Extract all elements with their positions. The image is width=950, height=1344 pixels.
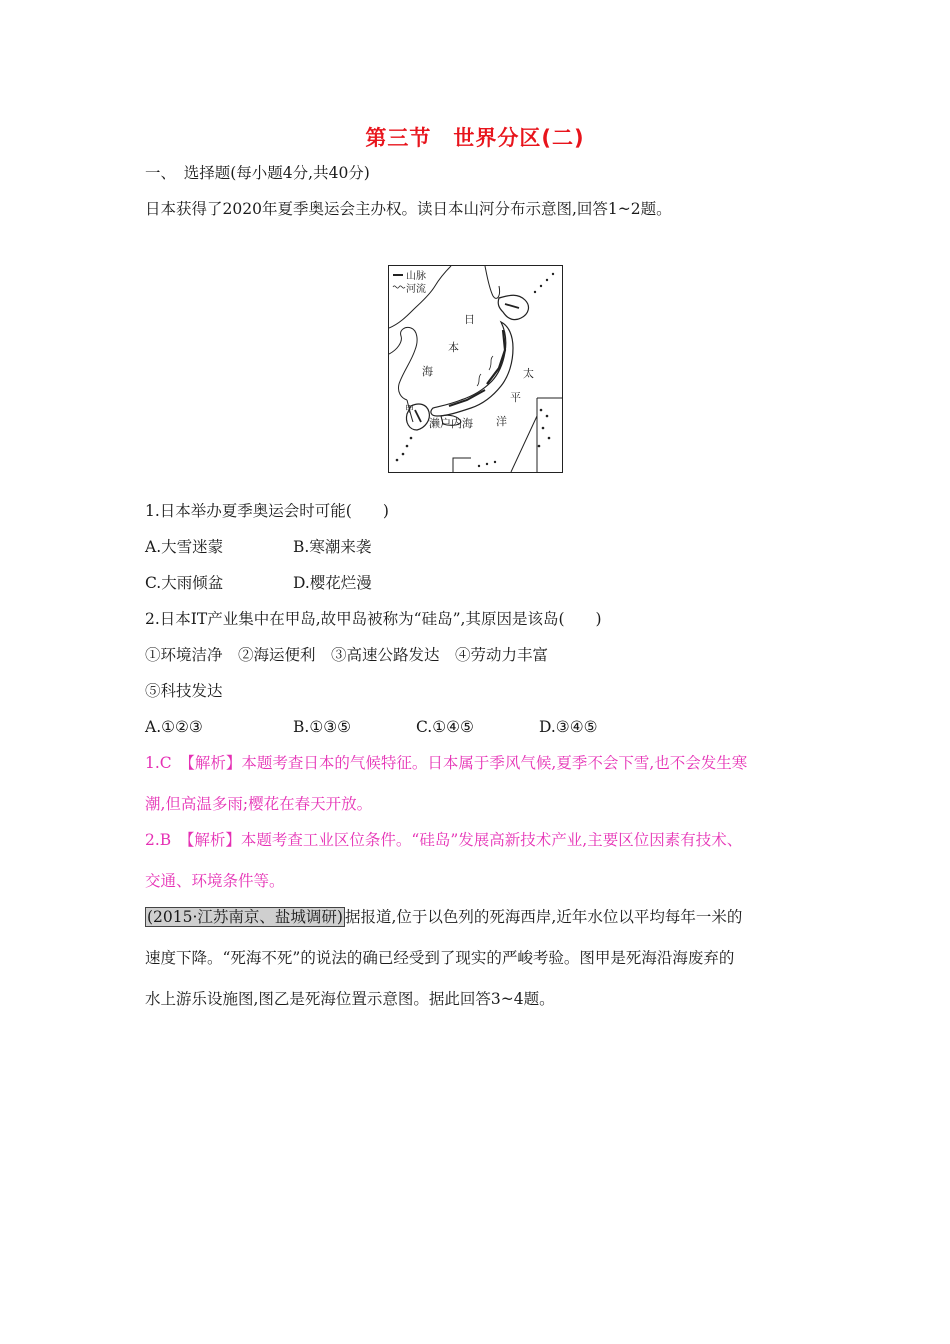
page-title: 第三节 世界分区(二) <box>365 126 585 150</box>
intro-dead-sea-line-3: 水上游乐设施图,图乙是死海位置示意图。据此回答3~4题。 <box>145 990 555 1008</box>
intro-japan: 日本获得了2020年夏季奥运会主办权。读日本山河分布示意图,回答1~2题。 <box>145 200 672 218</box>
question-1-options-row-1 <box>145 537 371 557</box>
map-label-tai: 太 <box>523 367 534 380</box>
intro-dead-sea-line-2: 速度下降。“死海不死”的说法的确已经受到了现实的严峻考验。图甲是死海沿海废弃的 <box>145 949 735 967</box>
section-heading: 一、 选择题(每小题4分,共40分) <box>145 164 370 182</box>
question-2-option-a: A.①②③ <box>145 718 203 736</box>
question-2-choices-line-1: ①环境洁净 ②海运便利 ③高速公路发达 ④劳动力丰富 <box>145 646 549 664</box>
japan-map-drawing <box>389 266 562 472</box>
answer-1-line-1: 1.C 【解析】本题考查日本的气候特征。日本属于季风气候,夏季不会下雪,也不会发生寒 <box>145 754 748 772</box>
map-label-inland-sea: 濑户内海 <box>429 417 473 430</box>
question-1-stem: 1.日本举办夏季奥运会时可能( ) <box>145 502 389 520</box>
source-tag: (2015·江苏南京、盐城调研) <box>147 908 343 926</box>
map-label-jia: 甲 <box>405 405 415 415</box>
answer-1-line-2: 潮,但高温多雨;樱花在春天开放。 <box>145 795 373 813</box>
answer-2-line-1: 2.B 【解析】本题考查工业区位条件。“硅岛”发展高新技术产业,主要区位因素有技术、 <box>145 831 743 849</box>
answer-2-line-2: 交通、环境条件等。 <box>145 872 285 890</box>
legend-river: 河流 <box>406 284 426 295</box>
question-1-option-d: D.樱花烂漫 <box>293 574 372 592</box>
intro-dead-sea-text: 据报道,位于以色列的死海西岸,近年水位以平均每年一米的 <box>344 908 743 926</box>
legend-mountain: 山脉 <box>406 271 426 282</box>
japan-map-figure <box>388 265 563 473</box>
map-label-ben: 本 <box>448 341 459 354</box>
question-2-choices-line-2: ⑤科技发达 <box>145 682 223 700</box>
question-1-option-a: A.大雪迷蒙 <box>145 538 224 556</box>
question-2-option-b: B.①③⑤ <box>293 718 352 736</box>
map-label-ri: 日 <box>464 313 475 326</box>
question-2-option-c: C.①④⑤ <box>416 718 474 736</box>
map-label-yang: 洋 <box>496 415 507 428</box>
intro-dead-sea-line-1 <box>145 907 742 927</box>
question-1-option-b: B.寒潮来袭 <box>293 538 372 556</box>
map-label-hai: 海 <box>422 365 433 378</box>
question-2-option-d: D.③④⑤ <box>539 718 598 736</box>
question-1-option-c: C.大雨倾盆 <box>145 574 224 592</box>
question-2-options <box>145 717 598 737</box>
question-1-options-row-2 <box>145 573 372 593</box>
question-2-stem: 2.日本IT产业集中在甲岛,故甲岛被称为“硅岛”,其原因是该岛( ) <box>145 610 602 628</box>
map-label-ping: 平 <box>510 391 521 404</box>
